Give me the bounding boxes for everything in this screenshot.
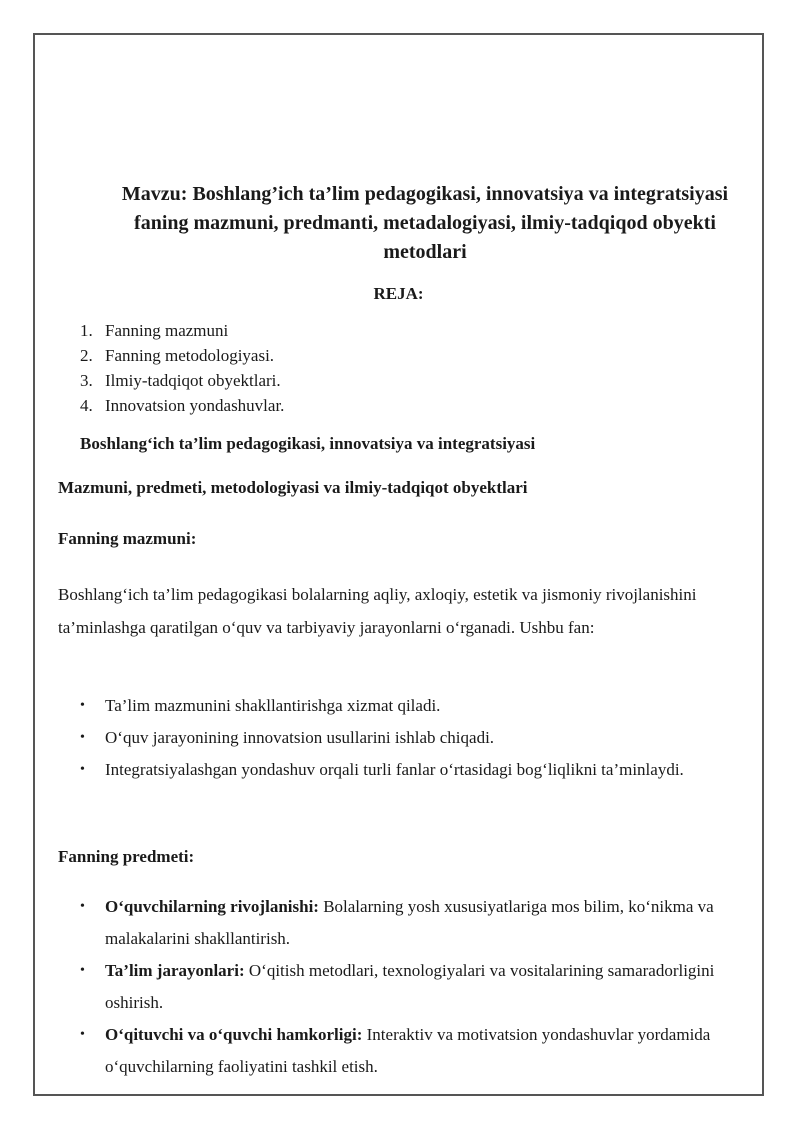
list-item (80, 1019, 720, 1083)
list-item (80, 891, 720, 955)
list-item-text: Interaktiv va motivatsion yondashuvlar yordamida o‘quvchilarning faoliyatini tashkil etish. (105, 1025, 711, 1076)
mazmuni-paragraph: Boshlang‘ich ta’lim pedagogikasi bolalarning aqliy, axloqiy, estetik va jismoniy rivojlanishini ta’minlashga qaratilgan o‘quv va tarbiyaviy jarayonlarni o‘rganadi. Ushbu fan: (58, 585, 697, 637)
predmeti-heading: Fanning predmeti: (58, 847, 195, 866)
plan-item-text: Fanning mazmuni (105, 321, 229, 340)
bullet-icon: • (80, 698, 85, 713)
list-item-text: O‘qitish metodlari, texnologiyalari va vositalarining samaradorligini oshirish. (105, 961, 715, 1012)
list-item (80, 955, 720, 1019)
bullet-icon: • (80, 899, 85, 914)
plan-item (80, 343, 284, 368)
mazmuni-heading: Fanning mazmuni: (58, 529, 197, 548)
list-item (80, 690, 720, 722)
plan-item-number: 2. (80, 346, 93, 365)
list-item-text: O‘quv jarayonining innovatsion usullarini ishlab chiqadi. (105, 728, 495, 747)
plan-item-text: Fanning metodologiyasi. (105, 346, 275, 365)
plan-list (80, 318, 284, 418)
plan-item (80, 393, 284, 418)
document-title: Mavzu: Boshlang’ich ta’lim pedagogikasi, innovatsiya va integratsiyasi faning mazmuni, predmanti, metadalogiyasi, ilmiy-tadqiqod obyekti metodlari (121, 183, 729, 263)
plan-item-number: 1. (80, 321, 93, 340)
list-item-term: Ta’lim jarayonlari: (105, 961, 245, 980)
plan-item (80, 318, 284, 343)
plan-item-number: 4. (80, 396, 93, 415)
plan-item (80, 368, 284, 393)
bullet-icon: • (80, 963, 85, 978)
list-item-term: O‘qituvchi va o‘quvchi hamkorligi: (105, 1025, 363, 1044)
list-item-text: Ta’lim mazmunini shakllantirishga xizmat qiladi. (105, 696, 441, 715)
bullet-icon: • (80, 1027, 85, 1042)
predmeti-bullet-list (80, 891, 720, 1083)
list-item (80, 722, 720, 754)
section-heading: Boshlang‘ich ta’lim pedagogikasi, innovatsiya va integratsiyasi (80, 434, 536, 453)
bullet-icon: • (80, 762, 85, 777)
plan-label: REJA: (373, 284, 424, 303)
list-item (80, 754, 720, 786)
mazmuni-bullet-list (80, 690, 720, 786)
bullet-icon: • (80, 730, 85, 745)
list-item-text: Bolalarning yosh xususiyatlariga mos bilim, ko‘nikma va malakalarini shakllantirish. (105, 897, 714, 948)
plan-item-text: Innovatsion yondashuvlar. (105, 396, 285, 415)
plan-item-text: Ilmiy-tadqiqot obyektlari. (105, 371, 281, 390)
section-subheading: Mazmuni, predmeti, metodologiyasi va ilmiy-tadqiqot obyektlari (58, 478, 528, 497)
list-item-term: O‘quvchilarning rivojlanishi: (105, 897, 319, 916)
plan-item-number: 3. (80, 371, 93, 390)
list-item-text: Integratsiyalashgan yondashuv orqali turli fanlar o‘rtasidagi bog‘liqlikni ta’minlaydi. (105, 760, 684, 779)
